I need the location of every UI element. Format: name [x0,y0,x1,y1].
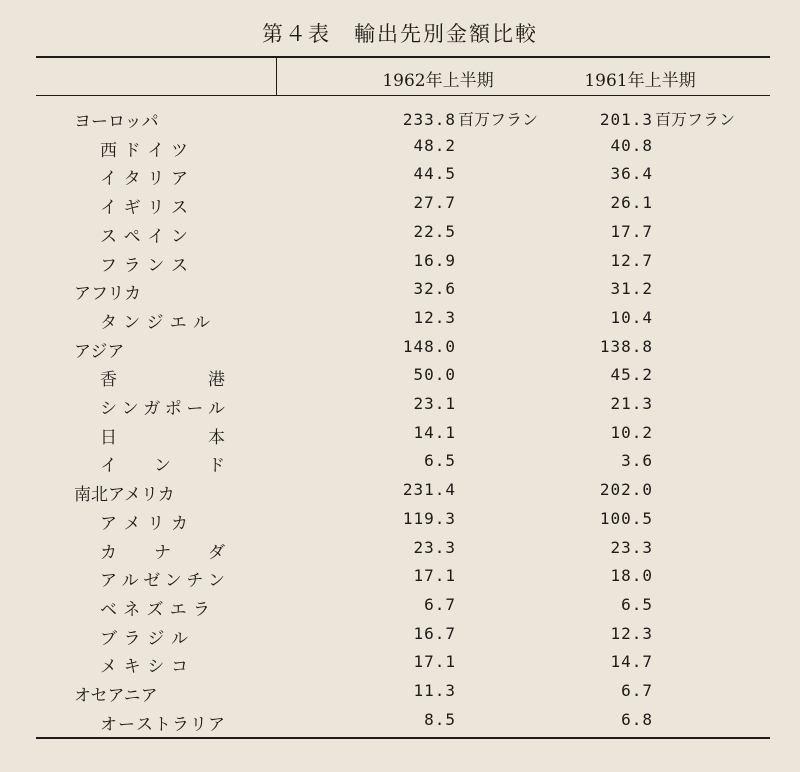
header-divider [276,58,277,95]
value-1962 [398,538,456,557]
value-number: 27.7 [413,193,456,213]
value-1961 [595,107,735,130]
unit-label: 百万フラン [458,110,539,129]
value-1961 [595,394,653,413]
region-label: オセアニア [74,686,158,706]
country-label: イ ン ド [100,456,225,477]
unit-label: 百万フラン [655,110,736,129]
value-1961 [595,279,653,298]
value-number: 14.7 [610,652,653,672]
value-1962 [398,394,456,413]
value-1962 [398,365,456,384]
table-row [0,681,800,707]
value-1962 [398,652,456,671]
country-label: メ キ シ コ [100,657,188,678]
table-row [0,538,800,564]
table-row [0,136,800,162]
value-number: 50.0 [413,365,456,385]
value-1962 [398,451,456,470]
value-number: 23.3 [413,537,456,557]
value-number: 11.3 [413,681,456,700]
value-1961 [595,710,653,729]
value-1962 [398,509,456,528]
value-number: 14.1 [413,422,456,442]
country-label: カ ナ ダ [100,542,225,563]
table-row [0,308,800,334]
value-1962 [398,423,456,442]
value-1962 [398,566,456,585]
value-1962 [398,164,456,183]
table-row [0,509,800,535]
value-1962 [398,480,456,499]
country-label: シ ン ガ ポ ー ル [100,399,225,419]
value-number: 100.5 [599,508,653,528]
table-row [0,624,800,650]
value-1961 [595,337,653,356]
country-label: フ ラ ン ス [100,255,188,276]
country-label: タ ン ジ エ ル [100,312,210,333]
value-number: 48.2 [413,135,456,155]
value-1962 [398,624,456,643]
region-label: 南北アメリカ [74,485,175,506]
value-number: 45.2 [610,365,653,385]
value-number: 138.8 [599,336,653,356]
value-number: 21.3 [610,394,653,413]
bottom-rule [36,737,770,739]
table-row [0,652,800,678]
value-1961 [595,136,653,155]
table-row [0,480,800,506]
region-label: アジア [74,341,125,362]
value-number: 16.9 [413,250,456,270]
value-number: 3.6 [621,451,653,471]
table-row [0,423,800,449]
value-number: 16.7 [413,623,456,643]
value-number: 10.4 [610,307,653,327]
value-number: 12.3 [413,307,456,327]
table-row [0,222,800,248]
value-1961 [595,652,653,671]
country-label: ア メ リ カ [100,513,188,534]
value-1961 [595,308,653,327]
value-number: 36.4 [610,164,653,184]
value-1961 [595,164,653,183]
value-1962 [398,136,456,155]
country-label: オ ー ス ト ラ リ ア [100,714,225,735]
value-1961 [595,480,653,499]
value-number: 6.5 [621,594,653,614]
value-number: 17.7 [610,221,653,241]
value-1962 [398,681,456,700]
header-rule [36,95,770,96]
table-row [0,365,800,391]
table-row [0,394,800,420]
value-number: 6.8 [621,709,653,729]
country-label: 日 本 [100,427,225,448]
value-number: 12.3 [610,623,653,643]
value-1962 [398,308,456,327]
value-1961 [595,222,653,241]
value-number: 233.8 [402,110,456,129]
value-number: 40.8 [610,135,653,155]
value-1962 [398,107,538,130]
table-row [0,451,800,477]
value-number: 6.5 [424,451,456,471]
value-number: 17.1 [413,652,456,672]
table-row [0,193,800,219]
value-number: 31.2 [610,279,653,299]
column-header-1962: 1962年上半期 [382,71,494,91]
table-row [0,337,800,363]
value-number: 18.0 [610,566,653,586]
table-title: 第４表 輸出先別金額比較 [262,22,538,46]
value-1961 [595,251,653,270]
value-1962 [398,595,456,614]
value-number: 22.5 [413,221,456,241]
value-number: 6.7 [621,681,653,700]
value-1962 [398,193,456,212]
value-1962 [398,337,456,356]
value-number: 12.7 [610,250,653,270]
country-label: 西 ド イ ツ [100,140,188,161]
value-number: 8.5 [424,709,456,729]
value-number: 44.5 [413,164,456,184]
country-label: ア ル ゼ ン チ ン [100,571,225,592]
value-number: 23.1 [413,394,456,413]
value-number: 231.4 [402,480,456,500]
value-number: 119.3 [402,508,456,528]
table-row [0,251,800,277]
value-1962 [398,279,456,298]
value-1961 [595,451,653,470]
value-1961 [595,423,653,442]
value-number: 26.1 [610,193,653,213]
country-label: イ タ リ ア [100,169,188,190]
value-number: 202.0 [599,480,653,500]
value-number: 201.3 [599,110,653,129]
column-header-1961: 1961年上半期 [584,71,696,91]
table-row [0,710,800,736]
country-label: 香 港 [100,370,225,391]
table-row [0,107,800,133]
value-number: 23.3 [610,537,653,557]
value-1961 [595,624,653,643]
value-1961 [595,681,653,700]
value-1962 [398,251,456,270]
country-label: ベ ネ ズ エ ラ [100,599,210,620]
table-row [0,566,800,592]
value-1961 [595,365,653,384]
top-rule [36,56,770,58]
table-row [0,279,800,305]
country-label: ス ペ イ ン [100,226,188,247]
value-1961 [595,566,653,585]
table-row [0,595,800,621]
value-1961 [595,595,653,614]
value-1961 [595,538,653,557]
value-number: 10.2 [610,422,653,442]
region-label: ヨーロッパ [74,112,159,132]
value-1962 [398,222,456,241]
region-label: アフリカ [74,284,142,305]
value-number: 148.0 [402,336,456,356]
value-number: 6.7 [424,594,456,614]
value-number: 32.6 [413,279,456,299]
table-row [0,164,800,190]
country-label: イ ギ リ ス [100,198,188,219]
value-1961 [595,509,653,528]
value-1961 [595,193,653,212]
value-number: 17.1 [413,566,456,586]
country-label: ブ ラ ジ ル [100,628,188,649]
value-1962 [398,710,456,729]
